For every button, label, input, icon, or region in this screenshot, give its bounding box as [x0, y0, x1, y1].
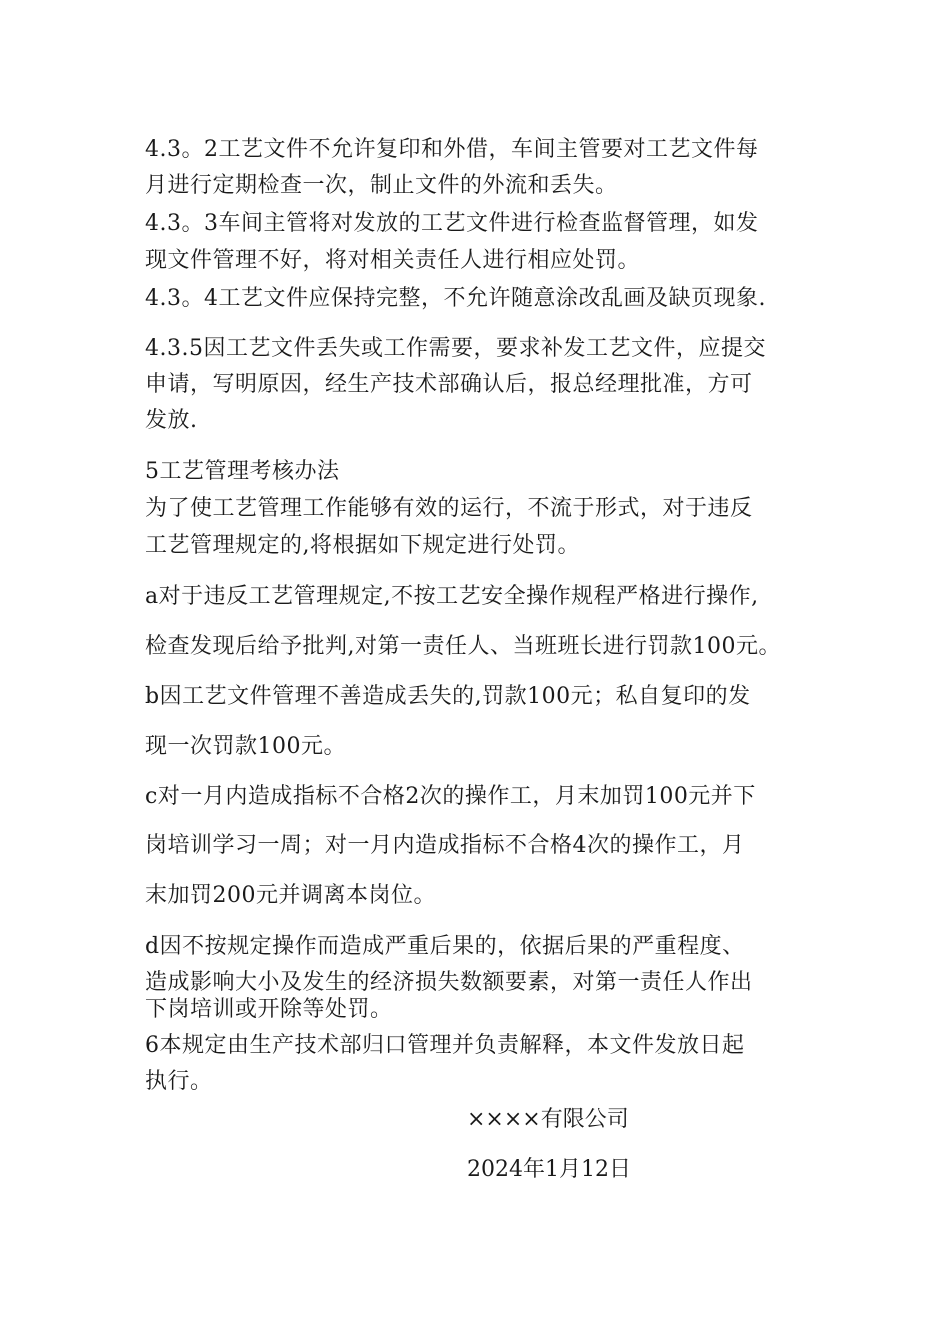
- paragraph-line: 申请，写明原因，经生产技术部确认后，报总经理批准，方可: [145, 372, 753, 397]
- paragraph-line: 为了使工艺管理工作能够有效的运行，不流于形式，对于违反: [145, 496, 753, 521]
- paragraph-line: 工艺管理规定的,将根据如下规定进行处罚。: [145, 533, 580, 558]
- company-signature: ××××有限公司: [467, 1107, 629, 1132]
- paragraph-line: 现一次罚款100元。: [145, 734, 346, 759]
- paragraph-line: c对一月内造成指标不合格2次的操作工，月末加罚100元并下: [145, 784, 756, 809]
- paragraph-line: 造成影响大小及发生的经济损失数额要素，对第一责任人作出: [145, 970, 753, 995]
- paragraph-line: 4.3.5因工艺文件丢失或工作需要，要求补发工艺文件，应提交: [145, 336, 766, 361]
- paragraph-line: 4.3。4工艺文件应保持完整，不允许随意涂改乱画及缺页现象.: [145, 286, 766, 311]
- paragraph-line: 4.3。2工艺文件不允许复印和外借，车间主管要对工艺文件每: [145, 137, 759, 162]
- section-heading: 5工艺管理考核办法: [145, 459, 340, 484]
- paragraph-line: d因不按规定操作而造成严重后果的，依据后果的严重程度、: [145, 934, 745, 959]
- paragraph-line: 下岗培训或开除等处罚。: [145, 997, 393, 1022]
- paragraph-line: 岗培训学习一周；对一月内造成指标不合格4次的操作工，月: [145, 833, 745, 858]
- paragraph-line: 检查发现后给予批判,对第一责任人、当班班长进行罚款100元。: [145, 634, 781, 659]
- paragraph-line: 4.3。3车间主管将对发放的工艺文件进行检查监督管理，如发: [145, 211, 759, 236]
- paragraph-line: b因工艺文件管理不善造成丢失的,罚款100元；私自复印的发: [145, 684, 751, 709]
- paragraph-line: a对于违反工艺管理规定,不按工艺安全操作规程严格进行操作,: [145, 584, 759, 609]
- paragraph-line: 现文件管理不好，将对相关责任人进行相应处罚。: [145, 248, 641, 273]
- paragraph-line: 发放.: [145, 408, 198, 433]
- paragraph-line: 6本规定由生产技术部归口管理并负责解释，本文件发放日起: [145, 1033, 745, 1058]
- paragraph-line: 月进行定期检查一次，制止文件的外流和丢失。: [145, 173, 618, 198]
- paragraph-line: 执行。: [145, 1069, 213, 1094]
- signature-date: 2024年1月12日: [467, 1157, 631, 1182]
- paragraph-line: 末加罚200元并调离本岗位。: [145, 883, 436, 908]
